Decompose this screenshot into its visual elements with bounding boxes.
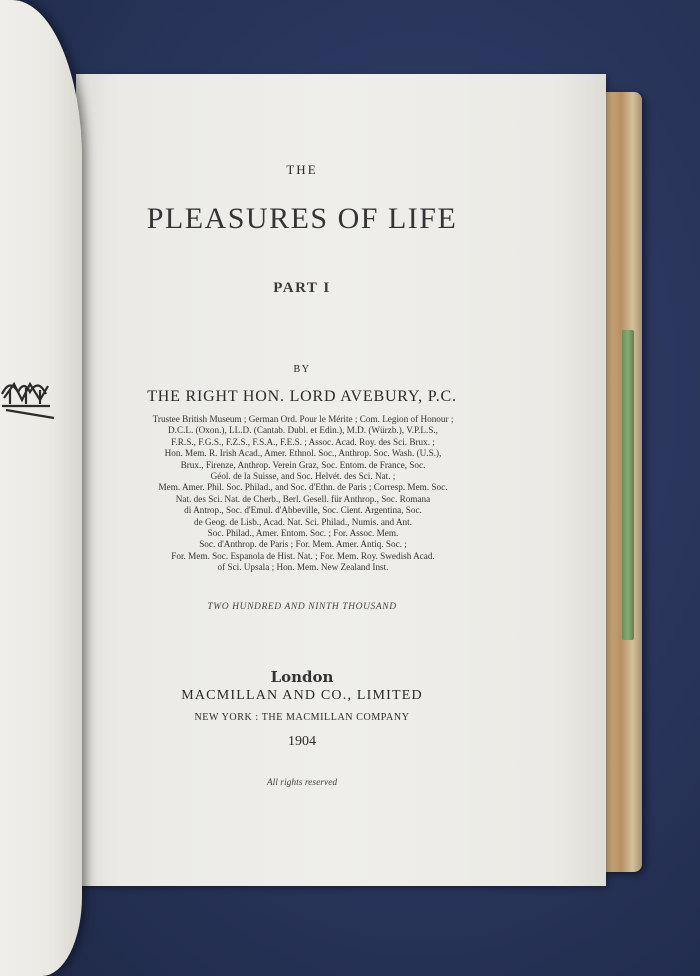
ornament-icon bbox=[0, 372, 62, 432]
qualification-line: Géol. de la Suisse, and Soc. Helvét. des Sci. Nat. ; bbox=[210, 471, 396, 482]
publisher-new-york: NEW YORK : THE MACMILLAN COMPANY bbox=[194, 712, 410, 723]
author-qualifications bbox=[98, 414, 508, 574]
qualification-line: Trustee British Museum ; German Ord. Pour le Mérite ; Com. Legion of Honour ; bbox=[152, 414, 454, 424]
qualification-line: of Sci. Upsala ; Hon. Mem. New Zealand Inst. bbox=[217, 562, 389, 573]
title-page bbox=[76, 74, 606, 886]
imprint-city: London bbox=[270, 668, 334, 686]
qualification-line: F.R.S., F.G.S., F.Z.S., F.S.A., F.E.S. ; Assoc. Acad. Roy. des Sci. Brux. ; bbox=[171, 436, 435, 447]
rights-note: All rights reserved bbox=[266, 778, 338, 788]
part-label: PART I bbox=[273, 280, 331, 296]
qualification-line: Hon. Mem. R. Irish Acad., Amer. Ethnol. Soc., Anthrop. Soc. Wash. (U.S.), bbox=[164, 448, 442, 459]
qualification-line: Mem. Amer. Phil. Soc. Philad., and Soc. d'Ethn. de Paris ; Corresp. Mem. Soc. bbox=[158, 482, 448, 493]
author-name: THE RIGHT HON. LORD AVEBURY, P.C. bbox=[147, 388, 457, 405]
qualification-line: Brux., Firenze, Anthrop. Verein Graz, Soc. Entom. de France, Soc. bbox=[180, 459, 426, 470]
book-title: PLEASURES OF LIFE bbox=[146, 202, 458, 235]
facing-page bbox=[0, 0, 82, 976]
title-page-content bbox=[76, 74, 606, 886]
qualification-line: Soc. Philad., Amer. Entom. Soc. ; For. Assoc. Mem. bbox=[207, 528, 399, 539]
publication-year: 1904 bbox=[288, 734, 316, 749]
title-the: THE bbox=[286, 162, 318, 177]
qualification-line: D.C.L. (Oxon.), LL.D. (Cantab. Dubl. et Edin.), M.D. (Würzb.), V.P.L.S., bbox=[168, 425, 438, 436]
spine-cloth bbox=[622, 330, 634, 640]
qualification-line: Soc. d'Anthrop. de Paris ; For. Mem. Amer. Antiq. Soc. ; bbox=[199, 539, 407, 550]
by-label: BY bbox=[293, 364, 311, 375]
edition-note: TWO HUNDRED AND NINTH THOUSAND bbox=[207, 602, 397, 612]
publisher-name: MACMILLAN AND CO., LIMITED bbox=[181, 688, 423, 703]
qualification-line: di Antrop., Soc. d'Emul. d'Abbeville, Soc. Cient. Argentina, Soc. bbox=[184, 505, 422, 516]
qualification-line: de Geog. de Lisb., Acad. Nat. Sci. Philad., Numis. and Ant. bbox=[194, 516, 412, 527]
qualification-line: For. Mem. Soc. Espanola de Hist. Nat. ; For. Mem. Roy. Swedish Acad. bbox=[171, 550, 435, 561]
qualification-line: Nat. des Sci. Nat. de Cherb., Berl. Gesell. für Anthrop., Soc. Romana bbox=[175, 493, 431, 504]
